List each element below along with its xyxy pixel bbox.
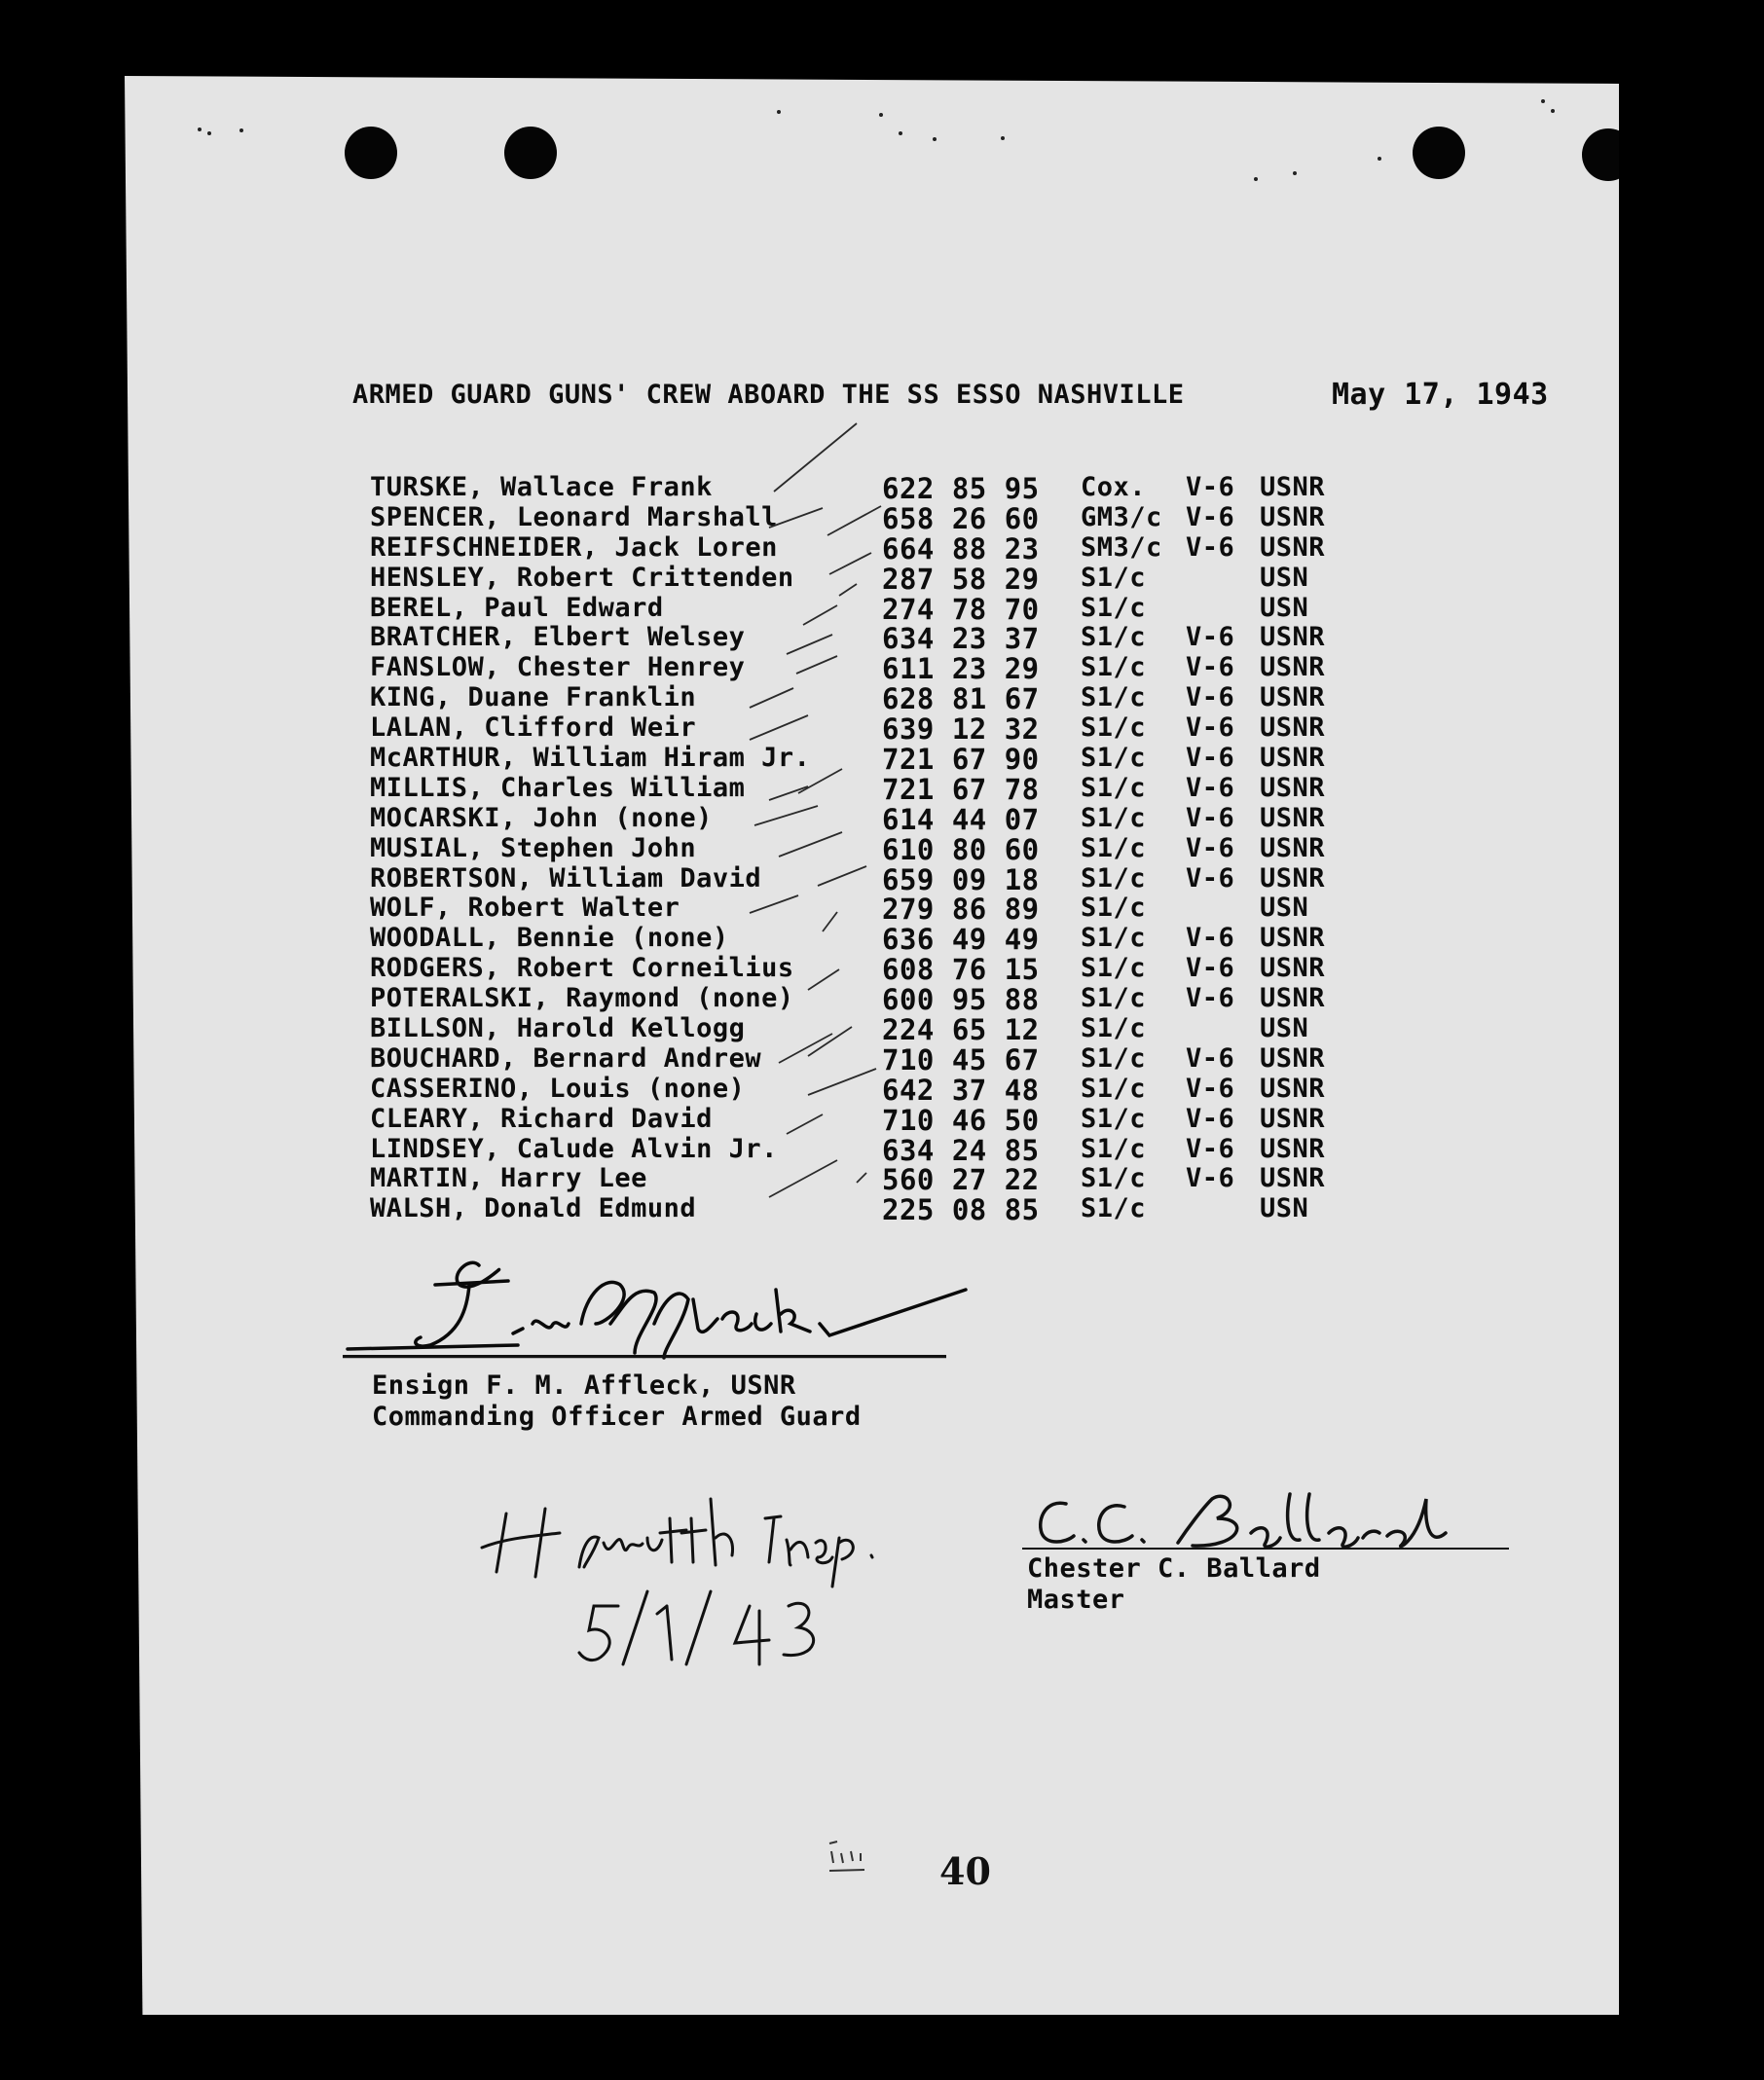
crew-service-number: 225 08 85 (882, 1193, 1040, 1227)
crew-rating: S1/c (1081, 1193, 1147, 1224)
crew-service-number: 279 86 89 (882, 893, 1040, 927)
crew-class: V-6 (1186, 712, 1235, 744)
crew-branch: USNR (1260, 802, 1326, 833)
scan-speck (777, 110, 781, 114)
crew-row (370, 501, 1392, 535)
crew-service-number: 639 12 32 (882, 712, 1040, 747)
inspector-signature-block (477, 1479, 944, 1674)
crew-rating: S1/c (1081, 592, 1147, 623)
crew-rating: S1/c (1081, 802, 1147, 833)
crew-row (370, 1073, 1392, 1107)
scan-speck (899, 131, 902, 135)
crew-class: V-6 (1186, 531, 1235, 563)
crew-service-number: 659 09 18 (882, 862, 1040, 896)
crew-service-number: 608 76 15 (882, 953, 1040, 987)
crew-name: MILLIS, Charles William (370, 772, 746, 803)
crew-class: V-6 (1186, 953, 1235, 984)
crew-branch: USNR (1260, 923, 1326, 954)
crew-name: KING, Duane Franklin (370, 682, 697, 713)
crew-row (370, 743, 1392, 777)
crew-service-number: 636 49 49 (882, 923, 1040, 957)
crew-branch: USN (1260, 592, 1309, 623)
crew-rating: S1/c (1081, 682, 1147, 713)
crew-branch: USNR (1260, 622, 1326, 653)
crew-branch: USNR (1260, 1163, 1326, 1194)
crew-class: V-6 (1186, 1042, 1235, 1074)
crew-name: REIFSCHNEIDER, Jack Loren (370, 531, 778, 563)
crew-service-number: 628 81 67 (882, 682, 1040, 716)
crew-name: BOUCHARD, Bernard Andrew (370, 1042, 762, 1074)
crew-name: FANSLOW, Chester Henrey (370, 652, 746, 683)
crew-rating: S1/c (1081, 1163, 1147, 1194)
crew-branch: USNR (1260, 1073, 1326, 1104)
crew-rating: S1/c (1081, 923, 1147, 954)
scan-speck (1293, 171, 1297, 175)
crew-service-number: 274 78 70 (882, 592, 1040, 626)
crew-class: V-6 (1186, 1103, 1235, 1134)
crew-class: V-6 (1186, 622, 1235, 653)
master-name: Chester C. Ballard (1027, 1553, 1321, 1584)
crew-name: ROBERTSON, William David (370, 862, 762, 894)
crew-rating: S1/c (1081, 1042, 1147, 1074)
crew-row (370, 682, 1392, 716)
crew-row (370, 712, 1392, 747)
scan-speck (1001, 136, 1005, 140)
commanding-officer-signature-line (343, 1355, 946, 1357)
crew-branch: USNR (1260, 983, 1326, 1014)
crew-rating: S1/c (1081, 832, 1147, 863)
crew-row (370, 562, 1392, 596)
inspector-handwritten-signature (477, 1479, 944, 1674)
crew-class: V-6 (1186, 772, 1235, 803)
document-title: ARMED GUARD GUNS' CREW ABOARD THE SS ESSO NASHVILLE (352, 380, 1185, 410)
crew-branch: USN (1260, 893, 1309, 924)
crew-service-number: 634 23 37 (882, 622, 1040, 656)
document-date: May 17, 1943 (1332, 378, 1549, 412)
crew-rating: S1/c (1081, 1103, 1147, 1134)
crew-name: BILLSON, Harold Kellogg (370, 1013, 746, 1044)
crew-name: WOLF, Robert Walter (370, 893, 680, 924)
crew-service-number: 642 37 48 (882, 1073, 1040, 1107)
crew-class: V-6 (1186, 983, 1235, 1014)
crew-row (370, 1043, 1392, 1074)
crew-rating: S1/c (1081, 983, 1147, 1014)
stamp-fragment (826, 1838, 886, 1877)
crew-class: V-6 (1186, 923, 1235, 954)
crew-class: V-6 (1186, 1163, 1235, 1194)
crew-row (370, 472, 1392, 505)
crew-service-number: 610 80 60 (882, 832, 1040, 866)
crew-name: BRATCHER, Elbert Welsey (370, 622, 746, 653)
crew-class: V-6 (1186, 743, 1235, 774)
crew-name: BEREL, Paul Edward (370, 592, 664, 623)
crew-rating: S1/c (1081, 1013, 1147, 1044)
crew-branch: USNR (1260, 712, 1326, 744)
crew-row (370, 592, 1392, 626)
crew-class: V-6 (1186, 832, 1235, 863)
crew-name: RODGERS, Robert Corneilius (370, 953, 794, 984)
master-title: Master (1027, 1585, 1125, 1615)
crew-row (370, 953, 1392, 987)
crew-name: POTERALSKI, Raymond (none) (370, 983, 794, 1014)
crew-row (370, 802, 1392, 836)
crew-row (370, 652, 1392, 686)
crew-service-number: 710 46 50 (882, 1103, 1040, 1137)
scan-speck (1551, 109, 1555, 113)
crew-service-number: 710 45 67 (882, 1042, 1040, 1076)
crew-row (370, 832, 1392, 866)
punch-hole-right (1413, 127, 1465, 179)
crew-rating: S1/c (1081, 562, 1147, 593)
crew-rating: Cox. (1081, 472, 1147, 502)
crew-row (370, 531, 1392, 566)
crew-branch: USNR (1260, 832, 1326, 863)
crew-name: MUSIAL, Stephen John (370, 832, 697, 863)
crew-service-number: 721 67 90 (882, 743, 1040, 777)
crew-service-number: 287 58 29 (882, 562, 1040, 596)
crew-service-number: 634 24 85 (882, 1133, 1040, 1167)
crew-rating: S1/c (1081, 743, 1147, 774)
crew-name: LINDSEY, Calude Alvin Jr. (370, 1133, 778, 1164)
crew-name: SPENCER, Leonard Marshall (370, 501, 778, 532)
scan-speck (933, 137, 937, 141)
crew-class: V-6 (1186, 652, 1235, 683)
crew-row (370, 622, 1392, 656)
crew-class: V-6 (1186, 682, 1235, 713)
crew-row (370, 1133, 1392, 1167)
crew-rating: S1/c (1081, 953, 1147, 984)
crew-branch: USNR (1260, 862, 1326, 894)
crew-rating: S1/c (1081, 1133, 1147, 1164)
scan-speck (1541, 99, 1545, 103)
crew-rating: S1/c (1081, 893, 1147, 924)
crew-row (370, 772, 1392, 806)
crew-row (370, 1193, 1392, 1227)
crew-name: MARTIN, Harry Lee (370, 1163, 647, 1194)
crew-row (370, 1013, 1392, 1047)
crew-service-number: 614 44 07 (882, 802, 1040, 836)
commanding-officer-name: Ensign F. M. Affleck, USNR (372, 1370, 796, 1401)
page-number: 40 (939, 1849, 991, 1893)
crew-class: V-6 (1186, 1133, 1235, 1164)
crew-name: MOCARSKI, John (none) (370, 802, 713, 833)
scan-speck (1378, 157, 1381, 161)
crew-name: WALSH, Donald Edmund (370, 1193, 697, 1224)
crew-rating: SM3/c (1081, 531, 1162, 563)
master-signature-line (1022, 1548, 1509, 1550)
crew-branch: USNR (1260, 1103, 1326, 1134)
crew-row (370, 923, 1392, 957)
crew-name: LALAN, Clifford Weir (370, 712, 697, 744)
crew-branch: USNR (1260, 682, 1326, 713)
crew-name: HENSLEY, Robert Crittenden (370, 562, 794, 593)
crew-roster (370, 472, 1392, 1227)
crew-name: WOODALL, Bennie (none) (370, 923, 729, 954)
crew-service-number: 622 85 95 (882, 472, 1040, 505)
crew-service-number: 664 88 23 (882, 531, 1040, 566)
crew-branch: USNR (1260, 953, 1326, 984)
crew-branch: USNR (1260, 772, 1326, 803)
crew-service-number: 560 27 22 (882, 1163, 1040, 1197)
crew-branch: USN (1260, 1013, 1309, 1044)
scan-speck (198, 128, 202, 131)
crew-class: V-6 (1186, 472, 1235, 502)
scan-speck (207, 131, 211, 135)
scan-speck (1254, 177, 1258, 181)
crew-class: V-6 (1186, 802, 1235, 833)
affleck-handwritten-signature (343, 1256, 975, 1363)
crew-rating: S1/c (1081, 862, 1147, 894)
crew-service-number: 600 95 88 (882, 983, 1040, 1017)
master-signature-block (1017, 1489, 1524, 1625)
crew-name: CLEARY, Richard David (370, 1103, 713, 1134)
crew-branch: USNR (1260, 743, 1326, 774)
crew-branch: USN (1260, 1193, 1309, 1224)
crew-row (370, 893, 1392, 927)
crew-branch: USNR (1260, 1133, 1326, 1164)
crew-row (370, 983, 1392, 1017)
scan-speck (239, 128, 243, 132)
crew-row (370, 863, 1392, 894)
punch-hole-left (345, 127, 397, 179)
commanding-officer-title: Commanding Officer Armed Guard (372, 1402, 862, 1432)
crew-name: McARTHUR, William Hiram Jr. (370, 743, 811, 774)
crew-row (370, 1103, 1392, 1137)
crew-service-number: 658 26 60 (882, 501, 1040, 535)
crew-service-number: 611 23 29 (882, 652, 1040, 686)
scan-speck (879, 113, 883, 117)
crew-branch: USNR (1260, 1042, 1326, 1074)
crew-class: V-6 (1186, 862, 1235, 894)
crew-branch: USNR (1260, 501, 1326, 532)
crew-class: V-6 (1186, 501, 1235, 532)
crew-rating: S1/c (1081, 772, 1147, 803)
crew-rating: S1/c (1081, 652, 1147, 683)
crew-branch: USNR (1260, 652, 1326, 683)
crew-branch: USN (1260, 562, 1309, 593)
punch-hole-center-left (504, 127, 557, 179)
crew-rating: S1/c (1081, 712, 1147, 744)
crew-name: CASSERINO, Louis (none) (370, 1073, 746, 1104)
crew-rating: GM3/c (1081, 501, 1162, 532)
crew-branch: USNR (1260, 472, 1326, 502)
crew-rating: S1/c (1081, 1073, 1147, 1104)
crew-service-number: 224 65 12 (882, 1013, 1040, 1047)
commanding-officer-signature-block (343, 1256, 975, 1431)
punch-hole-edge (1582, 128, 1635, 181)
crew-row (370, 1163, 1392, 1197)
crew-rating: S1/c (1081, 622, 1147, 653)
crew-service-number: 721 67 78 (882, 772, 1040, 806)
crew-class: V-6 (1186, 1073, 1235, 1104)
crew-branch: USNR (1260, 531, 1326, 563)
crew-name: TURSKE, Wallace Frank (370, 472, 713, 502)
